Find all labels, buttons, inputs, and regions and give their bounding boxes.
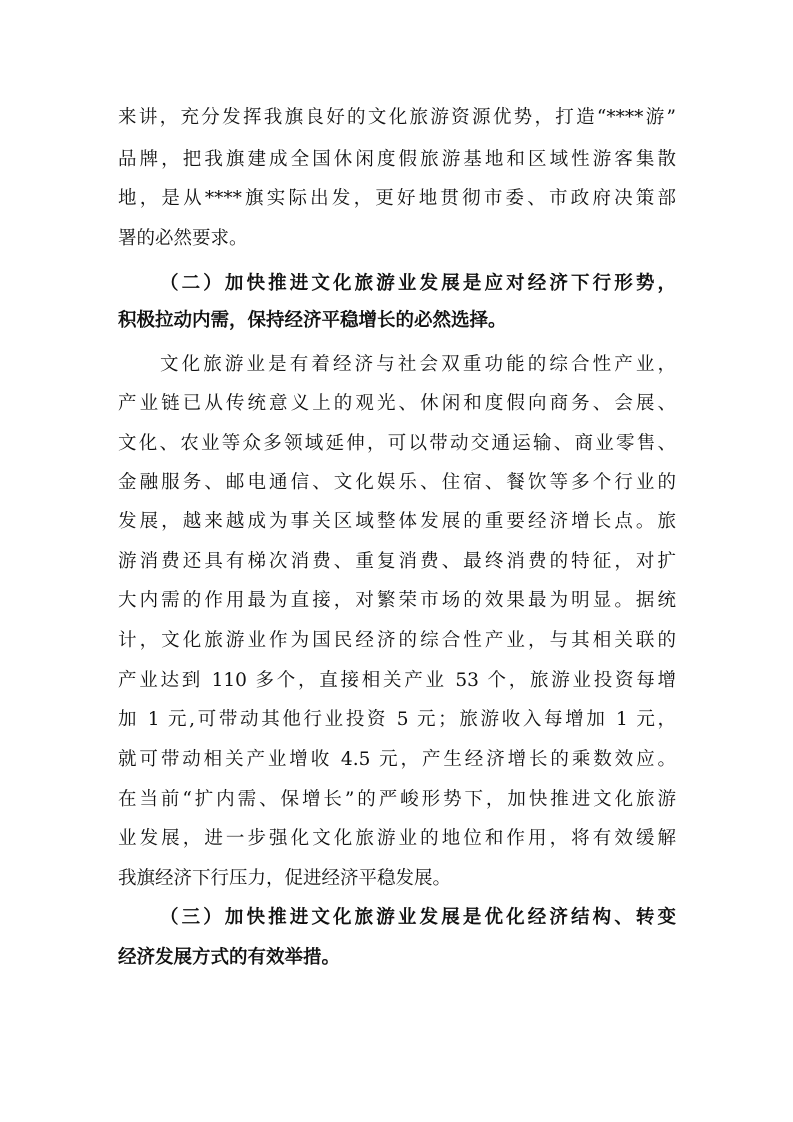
- section-heading-2-cont: 积极拉动内需，保持经济平稳增长的必然选择。: [118, 310, 507, 331]
- body-text-line: 我旗经济下行压力，促进经济平稳发展。: [118, 868, 452, 889]
- body-text-line: 加 1 元,可带动其他行业投资 5 元；旅游收入每增加 1 元，: [118, 709, 676, 730]
- body-text-line: 业发展，进一步强化文化旅游业的地位和作用，将有效缓解: [118, 828, 676, 849]
- body-text-line: 文化旅游业是有着经济与社会双重功能的综合性产业，: [160, 354, 676, 375]
- body-text-line: 游消费还具有梯次消费、重复消费、最终消费的特征，对扩: [118, 551, 676, 572]
- body-text-line: 金融服务、邮电通信、文化娱乐、住宿、餐饮等多个行业的: [118, 472, 676, 493]
- body-text-line: 就可带动相关产业增收 4.5 元，产生经济增长的乘数效应。: [118, 749, 676, 770]
- body-text-line: 产业达到 110 多个，直接相关产业 53 个，旅游业投资每增: [118, 670, 676, 691]
- body-text-line: 发展，越来越成为事关区域整体发展的重要经济增长点。旅: [118, 511, 676, 532]
- section-heading-3: （三）加快推进文化旅游业发展是优化经济结构、转变: [160, 907, 676, 928]
- body-text-line: 品牌，把我旗建成全国休闲度假旅游基地和区域性游客集散: [118, 149, 676, 170]
- body-text-line: 文化、农业等众多领域延伸，可以带动交通运输、商业零售、: [118, 433, 676, 454]
- body-text-line: 大内需的作用最为直接，对繁荣市场的效果最为明显。据统: [118, 590, 676, 611]
- body-text-line: 计，文化旅游业作为国民经济的综合性产业，与其相关联的: [118, 630, 676, 651]
- body-text-line: 署的必然要求。: [118, 228, 248, 249]
- section-heading-2: （二）加快推进文化旅游业发展是应对经济下行形势，: [160, 273, 676, 294]
- body-text-line: 来讲，充分发挥我旗良好的文化旅游资源优势，打造“****游”: [118, 107, 676, 128]
- body-text-line: 地，是从****旗实际出发，更好地贯彻市委、市政府决策部: [118, 188, 676, 209]
- section-heading-3-cont: 经济发展方式的有效举措。: [118, 947, 341, 968]
- body-text-line: 产业链已从传统意义上的观光、休闲和度假向商务、会展、: [118, 393, 676, 414]
- body-text-line: 在当前“扩内需、保增长”的严峻形势下，加快推进文化旅游: [118, 789, 676, 810]
